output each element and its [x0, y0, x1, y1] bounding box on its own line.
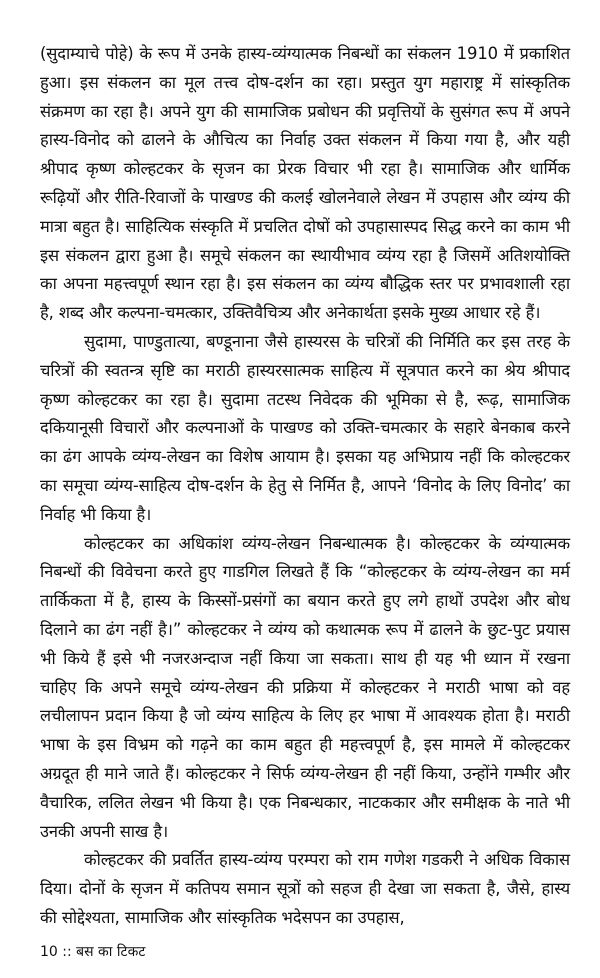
paragraph-2: सुदामा, पाण्डुतात्या, बण्डूनाना जैसे हास्यरस के चरित्रों की निर्मिति कर इस तरह के चरित्रों की स्वतन्त्र सृष्टि का मराठी हास्यरसात्मक साहित्य में सूत्रपात करने का श्रेय श्रीपाद कृष्ण कोल्हटकर का रहा है। सुदामा तटस्थ निवेदक की भूमिका से है, रूढ़, सामाजिक दकियानूसी विचारों और कल्पनाओं के पाखण्ड को उक्ति-चमत्कार के सहारे बेनकाब करने का ढंग आपके व्यंग्य-लेखन का विशेष आयाम है। इसका यह अभिप्राय नहीं कि कोल्हटकर का समूचा व्यंग्य-साहित्य दोष-दर्शन के हेतु से निर्मित है, आपने ‘विनोद के लिए विनोद’ का निर्वाह भी किया है। — [40, 331, 570, 524]
body-text — [40, 40, 570, 933]
paragraph-3: कोल्हटकर का अधिकांश व्यंग्य-लेखन निबन्धात्मक है। कोल्हटकर के व्यंग्यात्मक निबन्धों की विवेचना करते हुए गाडगिल लिखते हैं कि “कोल्हटकर के व्यंग्य-लेखन का मर्म तार्किकता में है, हास्य के किस्सों-प्रसंगों का बयान करते हुए लगे हाथों उपदेश और बोध दिलाने का ढंग नहीं है।” कोल्हटकर ने व्यंग्य को कथात्मक रूप में ढालने के छुट-पुट प्रयास भी किये हैं इसे भी नजरअन्दाज नहीं किया जा सकता। साथ ही यह भी ध्यान में रखना चाहिए कि अपने समूचे व्यंग्य-लेखन की प्रक्रिया में कोल्हटकर ने मराठी भाषा को वह लचीलापन प्रदान किया है जो व्यंग्य साहित्य के लिए हर भाषा में आवश्यक होता है। मराठी भाषा के इस विभ्रम को गढ़ने का काम बहुत ही महत्त्वपूर्ण है, इस मामले में कोल्हटकर अग्रदूत ही माने जाते हैं। कोल्हटकर ने सिर्फ व्यंग्य-लेखन ही नहीं किया, उन्होंने गम्भीर और वैचारिक, ललित लेखन भी किया है। एक निबन्धकार, नाटककार और समीक्षक के नाते भी उनकी अपनी साख है। — [40, 533, 570, 841]
paragraph-4: कोल्हटकर की प्रवर्तित हास्य-व्यंग्य परम्परा को राम गणेश गडकरी ने अधिक विकास दिया। दोनों के सृजन में कतिपय समान सूत्रों को सहज ही देखा जा सकता है, जैसे, हास्य की सोद्देश्यता, सामाजिक और सांस्कृतिक भदेसपन का उपहास, — [40, 850, 570, 927]
paragraph-1: (सुदाम्याचे पोहे) के रूप में उनके हास्य-व्यंग्यात्मक निबन्धों का संकलन 1910 में प्रकाशित हुआ। इस संकलन का मूल तत्त्व दोष-दर्शन का रहा। प्रस्तुत युग महाराष्ट्र में सांस्कृतिक संक्रमण का रहा है। अपने युग की सामाजिक प्रबोधन की प्रवृत्तियों के सुसंगत रूप में अपने हास्य-विनोद को ढालने के औचित्य का निर्वाह उक्त संकलन में किया गया है, और यही श्रीपाद कृष्ण कोल्हटकर के सृजन का प्रेरक विचार भी रहा है। सामाजिक और धार्मिक रूढ़ियों और रीति-रिवाजों के पाखण्ड की कलई खोलनेवाले लेखन में उपहास और व्यंग्य की मात्रा बहुत है। साहित्यिक संस्कृति में प्रचलित दोषों को उपहासास्पद सिद्ध करने का काम भी इस संकलन द्वारा हुआ है। समूचे संकलन का स्थायीभाव व्यंग्य रहा है जिसमें अतिशयोक्ति का अपना महत्त्वपूर्ण स्थान रहा है। इस संकलन का व्यंग्य बौद्धिक स्तर पर प्रभावशाली रहा है, शब्द और कल्पना-चमत्कार, उक्तिवैचित्र्य और अनेकार्थता इसके मुख्य आधार रहे हैं। — [40, 44, 570, 323]
page-footer: 10 :: बस का टिकट — [40, 944, 146, 960]
